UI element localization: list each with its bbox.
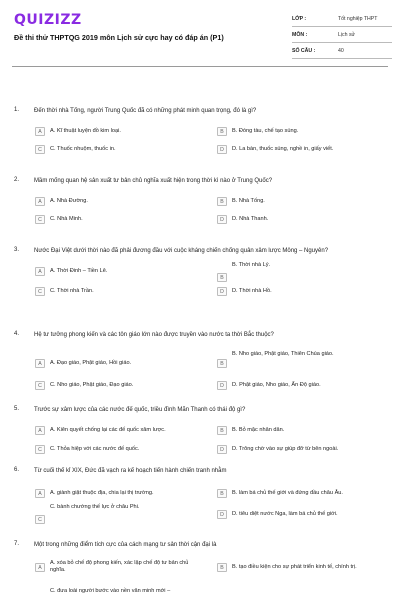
option-text: B. Bỏ mặc nhân dân.	[232, 427, 285, 433]
question-text: Một trong những điểm tích cực của cách mạng tư sản thời cận đại là	[34, 542, 217, 548]
option-letter-box: C	[35, 145, 45, 154]
option-letter-box: D	[217, 287, 227, 296]
option-text: A. xóa bỏ chế độ phong kiến, xác lập chế độ tư bản chủ nghĩa.	[50, 560, 189, 573]
option-letter-box: D	[217, 381, 227, 390]
option-text: D. Nhà Thanh.	[232, 216, 269, 222]
meta-row-subject	[292, 29, 392, 43]
option-letter-box: A	[35, 426, 45, 435]
option-text: D. Thời nhà Hồ.	[232, 288, 272, 294]
option-text: D. La bàn, thuốc súng, nghề in, giấy viết.	[232, 146, 334, 152]
option-letter-box: B	[217, 273, 227, 282]
option-letter-box: B	[217, 489, 227, 498]
option-letter-box: C	[35, 445, 45, 454]
option-letter-box: B	[217, 197, 227, 206]
option-letter-box: A	[35, 267, 45, 276]
option-letter-box: B	[217, 359, 227, 368]
option-text: B. Thời nhà Lý.	[232, 262, 271, 268]
option-letter-box: A	[35, 359, 45, 368]
option-letter-box: D	[217, 510, 227, 519]
option-text: A. Kĩ thuật luyện đồ kim loại.	[50, 128, 121, 134]
option-text: A. Thời Đinh – Tiền Lê.	[50, 268, 108, 274]
option-letter-box: A	[35, 489, 45, 498]
option-text: B. Nhà Tống.	[232, 198, 265, 204]
option-text: B. tạo điều kiện cho sự phát triển kinh tế, chính trị.	[232, 564, 357, 570]
meta-label: MÔN :	[292, 32, 308, 38]
option-letter-box: D	[217, 145, 227, 154]
meta-table	[292, 13, 392, 61]
question-text: Nước Đại Việt dưới thời nào đã phải đương đầu với cuộc kháng chiến chống quân xâm lược Mông – Nguyên?	[34, 248, 329, 254]
option-letter-box: A	[35, 563, 45, 572]
question-number: 6.	[14, 467, 20, 473]
option-text: C. Nhà Minh.	[50, 216, 83, 222]
option-letter-box: B	[217, 127, 227, 136]
question-number: 4.	[14, 331, 20, 337]
option-text: D. Trông chờ vào sự giúp đỡ từ bên ngoài.	[232, 446, 339, 452]
meta-value: Lịch sử	[338, 32, 356, 38]
meta-label: LỚP :	[292, 16, 307, 22]
document-title: Đề thi thử THPTQG 2019 môn Lịch sử cực hay có đáp án (P1)	[14, 33, 224, 42]
option-text: A. giành giật thuộc địa, chia lại thị trường.	[50, 490, 154, 496]
option-letter-box: B	[217, 426, 227, 435]
option-text: A. Nhà Đường.	[50, 198, 88, 204]
option-text: B. làm bá chủ thế giới và đứng đầu châu Âu.	[232, 490, 343, 496]
option-letter-box: D	[217, 445, 227, 454]
meta-row-class	[292, 13, 392, 27]
option-text: C. bành chướng thế lực ở châu Phi.	[50, 504, 140, 510]
question-number: 2.	[14, 177, 20, 183]
question-number: 5.	[14, 406, 20, 412]
option-letter-box: C	[35, 381, 45, 390]
meta-value: Tốt nghiệp THPT	[338, 16, 378, 22]
option-letter-box: A	[35, 127, 45, 136]
meta-row-question-count	[292, 45, 392, 59]
question-text: Đến thời nhà Tống, người Trung Quốc đã có những phát minh quan trọng, đó là gì?	[34, 108, 257, 114]
option-text: A. Kiên quyết chống lại các đế quốc xâm lược.	[50, 427, 166, 433]
question-text: Trước sự xâm lược của các nước đế quốc, triều đình Mãn Thanh có thái độ gì?	[34, 407, 246, 413]
question-text: Từ cuối thế kỉ XIX, Đức đã vạch ra kế hoạch tiến hành chiến tranh nhằm	[34, 468, 227, 474]
option-text: C. Thỏa hiệp với các nước đế quốc.	[50, 446, 140, 452]
option-text: C. Thuốc nhuộm, thuốc in.	[50, 146, 116, 152]
option-letter-box: D	[217, 215, 227, 224]
option-text: D. tiêu diệt nước Nga, làm bá chủ thế giới.	[232, 511, 338, 517]
meta-label: SỐ CÂU :	[292, 48, 316, 54]
question-number: 3.	[14, 247, 20, 253]
option-letter-box: C	[35, 515, 45, 524]
option-text: D. Phật giáo, Nho giáo, Ấn Độ giáo.	[232, 382, 321, 388]
option-text: C. Nho giáo, Phật giáo, Đạo giáo.	[50, 382, 134, 388]
option-letter-box: C	[35, 287, 45, 296]
option-letter-box: C	[35, 215, 45, 224]
option-letter-box: A	[35, 197, 45, 206]
worksheet-header	[0, 0, 400, 64]
option-text: A. Đạo giáo, Phật giáo, Hồi giáo.	[50, 360, 132, 366]
question-number: 7.	[14, 541, 20, 547]
quizizz-logo: QUIZIZZ	[14, 12, 82, 28]
question-number: 1.	[14, 107, 20, 113]
question-text: Hệ tư tưởng phong kiến và các tôn giáo lớn nào được truyền vào nước ta thời Bắc thuộc?	[34, 332, 274, 338]
option-text: C. đưa loài người bước vào nền văn minh mới –	[50, 588, 171, 594]
question-text: Mầm mống quan hệ sản xuất tư bản chủ nghĩa xuất hiện trong thời kì nào ở Trung Quốc?	[34, 178, 273, 184]
option-text: B. Nho giáo, Phật giáo, Thiên Chúa giáo.	[232, 351, 334, 357]
option-text: C. Thời nhà Trần.	[50, 288, 94, 294]
option-text: B. Đóng tàu, chế tạo súng.	[232, 128, 299, 134]
meta-value: 40	[338, 48, 344, 54]
option-letter-box: B	[217, 563, 227, 572]
header-divider	[12, 66, 388, 67]
